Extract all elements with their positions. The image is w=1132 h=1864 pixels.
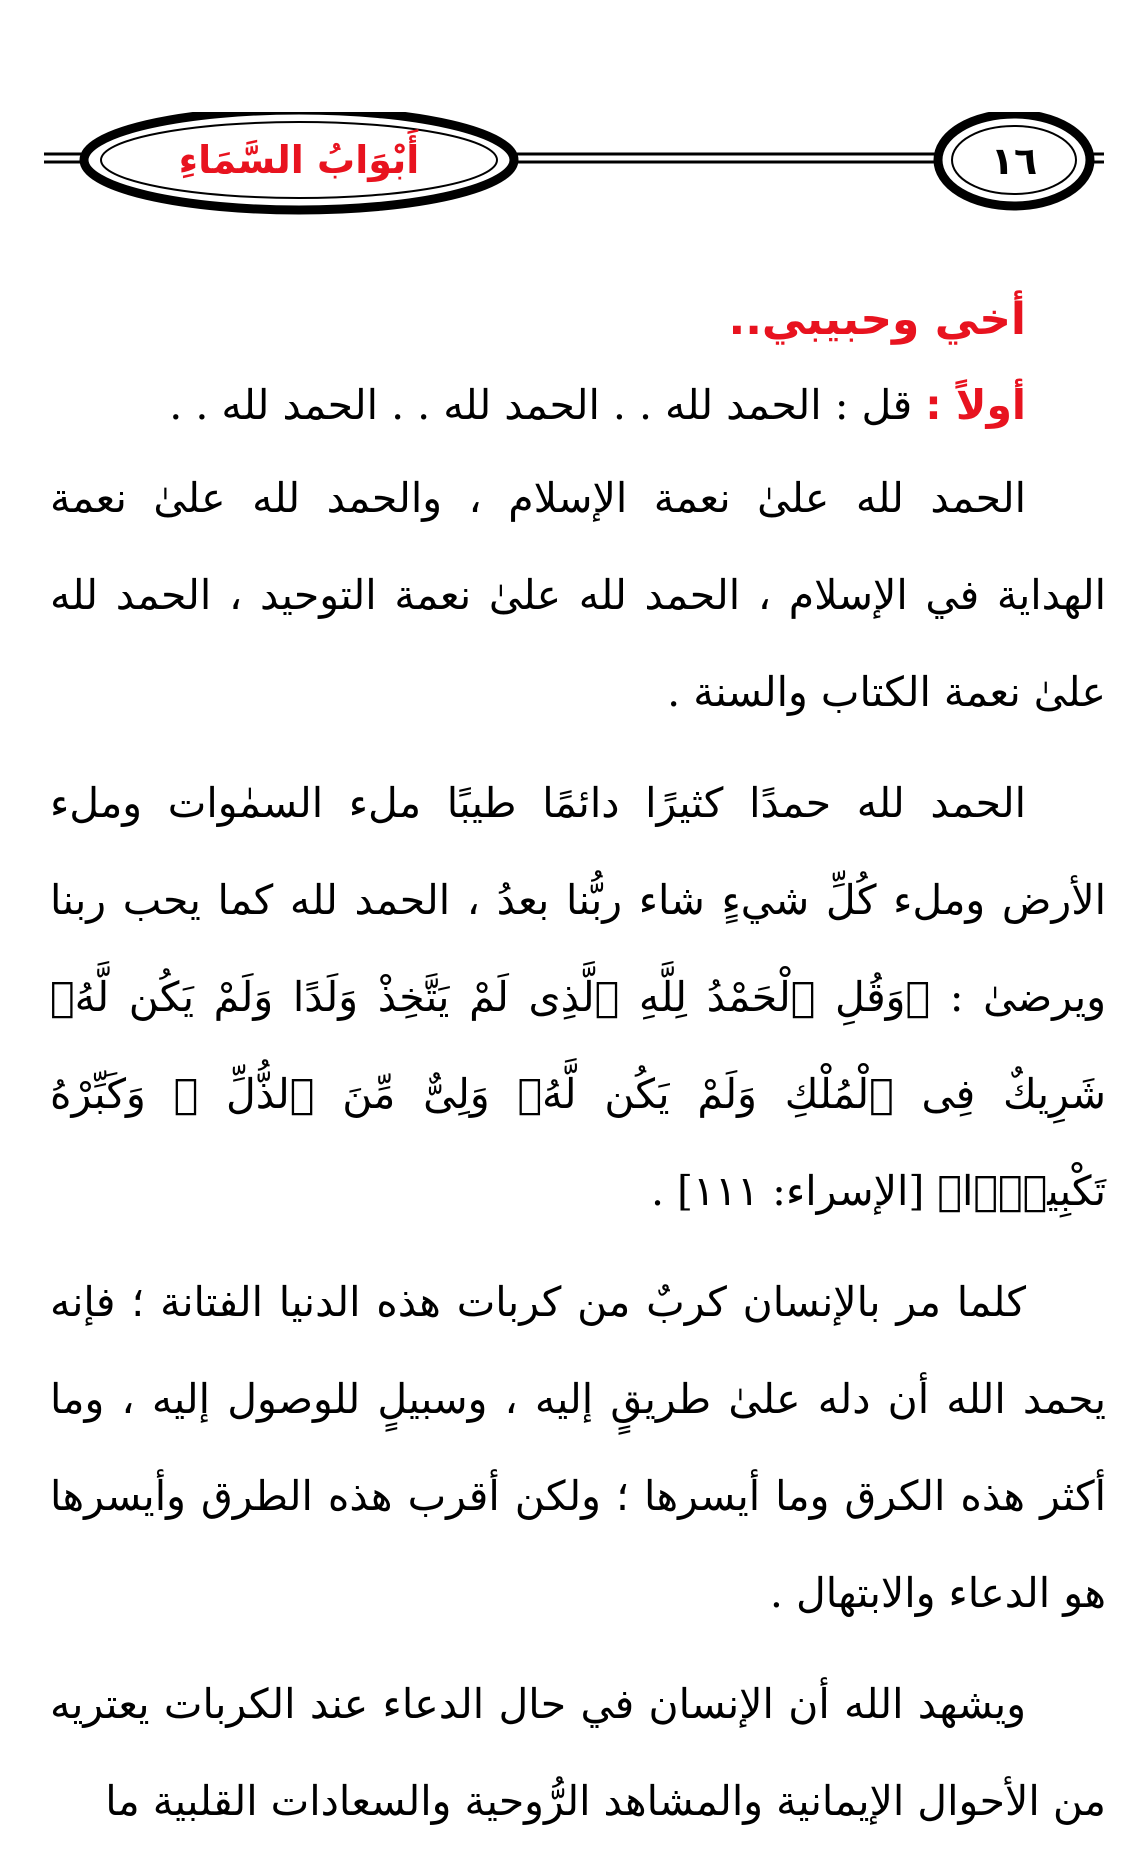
page-number: ١٦ [990, 139, 1038, 183]
page-header [44, 112, 1104, 222]
section-heading: أخي وحبيبي.. [728, 294, 1026, 345]
paragraph-supplication: ويشهد الله أن الإنسان في حال الدعاء عند الكربات يعتريه من الأحوال الإيمانية والمشاهد الرُّوحية والسعادات القلبية ما [50, 1680, 1106, 1825]
page-content [50, 280, 1106, 1864]
paragraph-praise-verse: الحمد لله حمدًا كثيرًا دائمًا طيبًا ملء السمٰوات وملء الأرض وملء كُلِّ شيءٍ شاء ربُّنا بعدُ ، الحمد لله كما يحب ربنا ويرضىٰ : ﴿وَقُلِ ٱلْحَمْدُ لِلَّهِ ٱلَّذِى لَمْ يَتَّخِذْ وَلَدًا وَلَمْ يَكُن لَّهُۥ شَرِيكٌ فِى ٱلْمُلْكِ وَلَمْ يَكُن لَّهُۥ وَلِىٌّ مِّنَ ٱلذُّلِّ ۖ وَكَبِّرْهُ تَكْبِيرًۢا﴾ [الإسراء: ١١١] . [50, 779, 1106, 1215]
book-title: أَبْوَابُ السَّمَاءِ [178, 138, 420, 182]
paragraph-gratitude-islam: الحمد لله علىٰ نعمة الإسلام ، والحمد لله علىٰ نعمة الهداية في الإسلام ، الحمد لله علىٰ نعمة التوحيد ، الحمد لله علىٰ نعمة الكتاب والسنة . [50, 474, 1106, 716]
first-point-label: أولاً : [925, 381, 1026, 429]
first-point-line [50, 360, 1026, 450]
paragraph-hardship: كلما مر بالإنسان كربٌ من كربات هذه الدنيا الفتانة ؛ فإنه يحمد الله أن دله علىٰ طريقٍ إليه ، وسبيلٍ للوصول إليه ، وما أكثر هذه الكرق وما أيسرها ؛ ولكن أقرب هذه الطرق وأيسرها هو الدعاء والابتهال . [50, 1278, 1106, 1617]
first-point-text: قل : الحمد لله . . الحمد لله . . الحمد لله . . [169, 381, 913, 429]
